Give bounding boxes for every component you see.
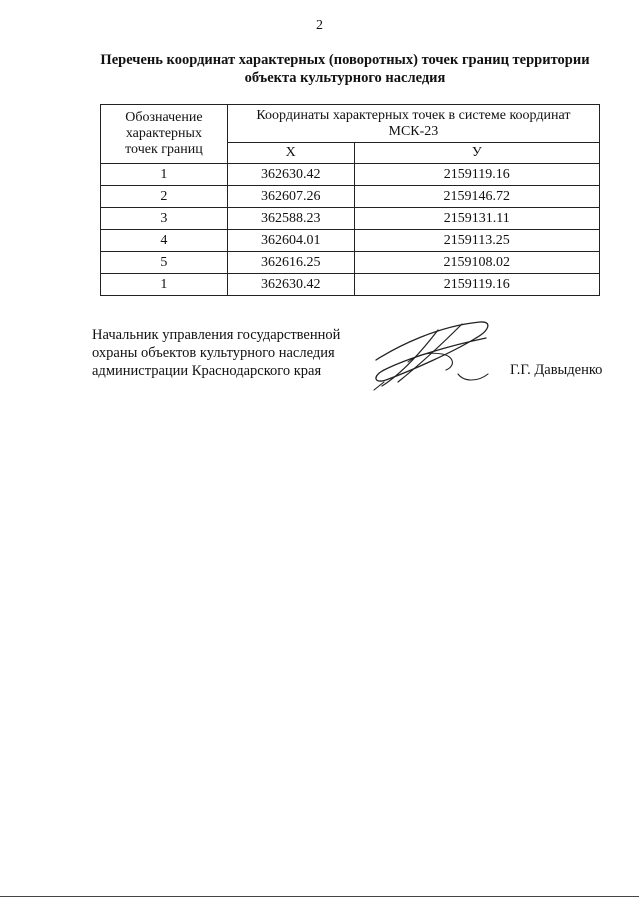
header-designation-line-3: точек границ	[125, 142, 203, 157]
document-title-line-1: Перечень координат характерных (поворотных) точек границ территории	[100, 52, 590, 68]
table-row	[101, 230, 600, 252]
header-designation-line-1: Обозначение	[125, 110, 203, 125]
header-coordinates-line-2: МСК-23	[388, 123, 439, 139]
cell-y: 2159131.11	[354, 208, 599, 230]
cell-x: 362607.26	[227, 186, 354, 208]
table-row	[101, 186, 600, 208]
header-x: X	[227, 143, 354, 164]
cell-point: 5	[101, 252, 228, 274]
header-coordinates-line-1: Координаты характерных точек в системе координат	[256, 107, 571, 123]
header-designation	[101, 105, 228, 164]
cell-x: 362616.25	[227, 252, 354, 274]
table-row	[101, 252, 600, 274]
header-y: У	[354, 143, 599, 164]
cell-point: 4	[101, 230, 228, 252]
coordinates-table	[100, 104, 600, 296]
signatory-position-line-2: охраны объектов культурного наследия	[92, 345, 335, 361]
cell-point: 2	[101, 186, 228, 208]
cell-point: 3	[101, 208, 228, 230]
handwritten-signature	[368, 316, 498, 396]
bottom-rule	[0, 896, 639, 897]
header-coordinates	[227, 105, 599, 143]
cell-y: 2159119.16	[354, 274, 599, 296]
signatory-position-line-1: Начальник управления государственной	[92, 327, 341, 343]
signatory-position	[92, 326, 340, 380]
cell-y: 2159146.72	[354, 186, 599, 208]
document-title	[70, 51, 620, 87]
cell-x: 362588.23	[227, 208, 354, 230]
page-number: 2	[316, 18, 323, 33]
signatory-position-line-3: администрации Краснодарского края	[92, 363, 322, 379]
cell-y: 2159108.02	[354, 252, 599, 274]
cell-y: 2159113.25	[354, 230, 599, 252]
signatory-name: Г.Г. Давыденко	[510, 362, 603, 378]
cell-x: 362630.42	[227, 164, 354, 186]
cell-point: 1	[101, 164, 228, 186]
table-row	[101, 164, 600, 186]
table-row	[101, 274, 600, 296]
cell-point: 1	[101, 274, 228, 296]
document-title-line-2: объекта культурного наследия	[244, 70, 446, 86]
table-row	[101, 208, 600, 230]
cell-y: 2159119.16	[354, 164, 599, 186]
header-designation-line-2: характерных	[125, 126, 202, 141]
cell-x: 362630.42	[227, 274, 354, 296]
cell-x: 362604.01	[227, 230, 354, 252]
